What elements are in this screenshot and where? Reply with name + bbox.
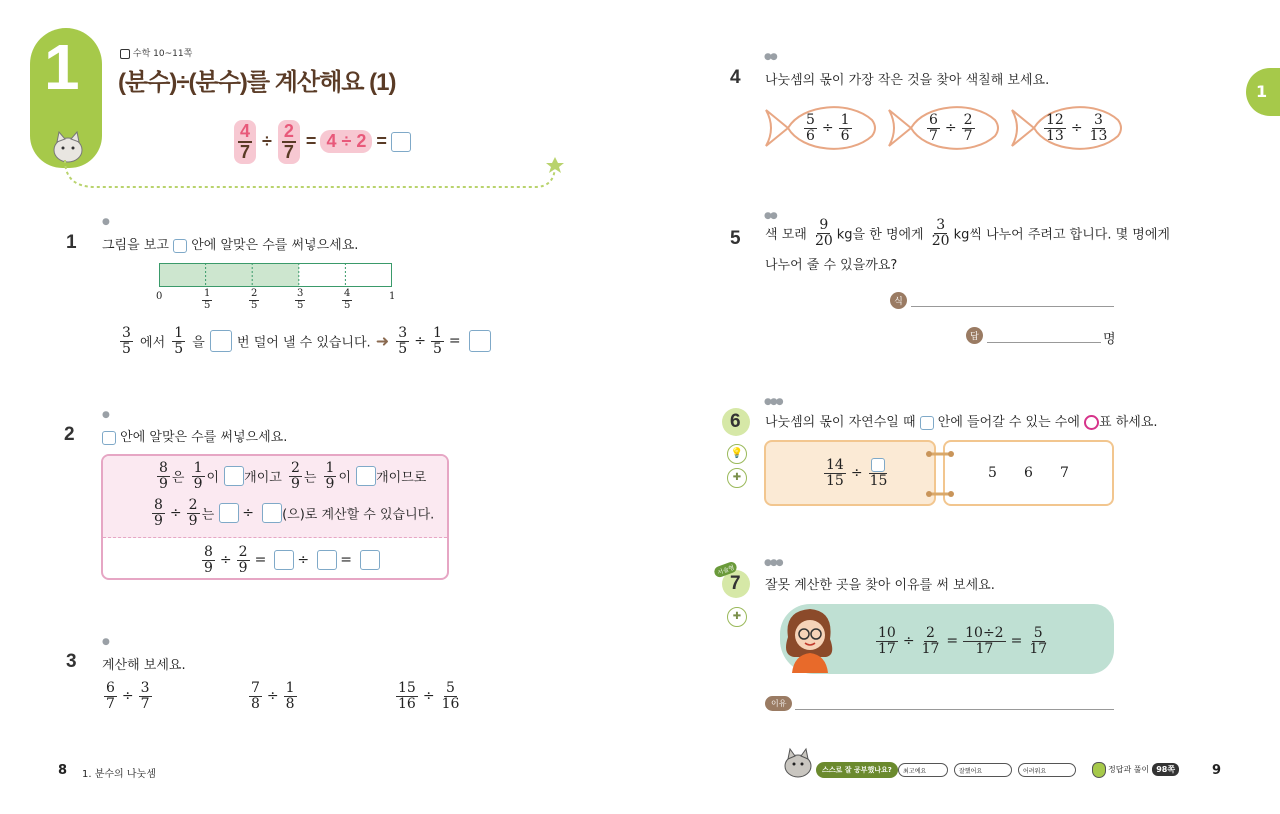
q3-problem: $\frac{7}{8}$ ÷ $\frac{1}{8}$ bbox=[251, 680, 295, 712]
question-text: 나눗셈의 몫이 자연수일 때 안에 들어갈 수 있는 수에 표 하세요. bbox=[765, 415, 1158, 430]
answer-box[interactable] bbox=[224, 466, 244, 486]
tick-label: $\frac{2}{5}$ bbox=[251, 288, 258, 311]
question-number: 3 bbox=[66, 651, 77, 672]
formula-input[interactable] bbox=[911, 306, 1114, 307]
answer-box[interactable] bbox=[391, 132, 411, 152]
self-check-option[interactable]: 어려워요 bbox=[1018, 763, 1076, 777]
difficulty-stars: ●● bbox=[764, 52, 776, 62]
acorn-icon bbox=[1092, 762, 1106, 778]
self-check-option[interactable]: 최고예요 bbox=[898, 763, 948, 777]
reason-input[interactable] bbox=[795, 709, 1114, 710]
puzzle-icon[interactable]: ✚ bbox=[727, 604, 747, 627]
example-formula: $\frac{4}{7}$ ÷ $\frac{2}{7}$ = 4 ÷ 2 = bbox=[232, 120, 411, 164]
choice-5[interactable]: 5 bbox=[988, 465, 997, 481]
answer-box[interactable] bbox=[871, 458, 885, 472]
answer-input[interactable] bbox=[987, 342, 1101, 343]
edit-icon bbox=[120, 49, 130, 59]
tick-label: $\frac{1}{5}$ bbox=[204, 288, 211, 311]
arrow-right-icon: ➜ bbox=[375, 331, 390, 351]
chapter-title: 1. 분수의 나눗셈 bbox=[82, 769, 156, 780]
difficulty-stars: ●● bbox=[764, 211, 776, 221]
circle-mark-icon bbox=[1084, 415, 1099, 430]
question-number: 1 bbox=[66, 232, 77, 253]
question-number: 2 bbox=[64, 424, 75, 445]
question-text: 나눗셈의 몫이 가장 작은 것을 찾아 색칠해 보세요. bbox=[765, 73, 1050, 88]
question-number: 5 bbox=[730, 228, 741, 249]
fish-expression: $\frac{12}{13}$ ÷ $\frac{3}{13}$ bbox=[1046, 112, 1108, 144]
tick-label: $\frac{3}{5}$ bbox=[297, 288, 304, 311]
self-check-option[interactable]: 잘했어요 bbox=[954, 763, 1012, 777]
answer-box[interactable] bbox=[262, 503, 282, 523]
q1-sentence: $\frac{3}{5}$ 에서 $\frac{1}{5}$ 을 번 덜어 낼 수 있습니다. ➜ $\frac{3}{5}$ ÷ $\frac{1}{5}$ = bbox=[118, 326, 491, 356]
self-check-banner: 스스로 잘 공부했나요? bbox=[816, 762, 898, 778]
question-number: 6 bbox=[730, 411, 741, 432]
question-text: 색 모래 $\frac{9}{20}$ kg을 한 명에게 $\frac{3}{20}$ kg씩 나누어 주려고 합니다. 몇 명에게 bbox=[765, 217, 1170, 249]
question-number: 4 bbox=[730, 67, 741, 88]
q7-equation: $\frac{10}{17}$ ÷ $\frac{2}{17}$ = $\frac{10\div 2}{17}$ = $\frac{5}{17}$ bbox=[878, 625, 1048, 657]
page-number: 8 bbox=[58, 763, 68, 778]
essay-badge: 서술형 bbox=[713, 560, 739, 578]
question-text-cont: 나누어 줄 수 있을까요? bbox=[765, 258, 898, 273]
fish-expression: $\frac{5}{6}$ ÷ $\frac{1}{6}$ bbox=[806, 112, 850, 144]
difficulty-stars: ●●● bbox=[764, 397, 782, 407]
tick-label: $\frac{4}{5}$ bbox=[344, 288, 351, 311]
answer-box[interactable] bbox=[274, 550, 294, 570]
q3-problem: $\frac{15}{16}$ ÷ $\frac{5}{16}$ bbox=[398, 680, 460, 712]
q6-expression: $\frac{14}{15}$ ÷ 15 bbox=[826, 457, 888, 489]
blank-box-icon bbox=[102, 431, 116, 445]
q2-line2: $\frac{8}{9}$ ÷ $\frac{2}{9}$ 는 ÷ (으)로 계산할 수 있습니다. bbox=[154, 497, 435, 529]
difficulty-stars: ●●● bbox=[764, 558, 782, 568]
ring-binder-icon bbox=[925, 444, 955, 504]
cat-mascot-icon bbox=[780, 744, 816, 780]
answer-box[interactable] bbox=[317, 550, 337, 570]
q3-problem: $\frac{6}{7}$ ÷ $\frac{3}{7}$ bbox=[106, 680, 150, 712]
lesson-number: 1 bbox=[44, 31, 80, 103]
choice-6[interactable]: 6 bbox=[1024, 465, 1033, 481]
difficulty-stars: ● bbox=[102, 637, 108, 647]
reason-label: 이유 bbox=[765, 696, 792, 711]
tick-label: 0 bbox=[156, 291, 163, 302]
blank-box-icon bbox=[920, 416, 934, 430]
q2-answer-line: $\frac{8}{9}$ ÷ $\frac{2}{9}$ = ÷ = bbox=[200, 545, 380, 575]
answer-box[interactable] bbox=[469, 330, 491, 352]
girl-character-icon bbox=[774, 603, 846, 675]
answer-box[interactable] bbox=[210, 330, 232, 352]
puzzle-icon[interactable]: ✚ bbox=[727, 465, 747, 488]
question-text: 잘못 계산한 곳을 찾아 이유를 써 보세요. bbox=[765, 578, 995, 593]
tick-label: 1 bbox=[389, 291, 396, 302]
answer-reference[interactable]: 정답과 풀이 98쪽 bbox=[1108, 763, 1179, 776]
hint-bulb-icon[interactable]: 💡 bbox=[727, 441, 747, 464]
difficulty-stars: ● bbox=[102, 217, 108, 227]
formula-label: 식 bbox=[890, 292, 907, 309]
blank-box-icon bbox=[173, 239, 187, 253]
fish-expression: $\frac{6}{7}$ ÷ $\frac{2}{7}$ bbox=[929, 112, 973, 144]
answer-box[interactable] bbox=[219, 503, 239, 523]
answer-box[interactable] bbox=[356, 466, 376, 486]
question-text: 계산해 보세요. bbox=[102, 658, 186, 673]
choice-7[interactable]: 7 bbox=[1060, 465, 1069, 481]
question-number: 7 bbox=[730, 573, 741, 594]
fraction-bar-ticks bbox=[159, 263, 392, 287]
page-title: (분수)÷(분수)를 계산해요 (1) bbox=[118, 69, 396, 96]
chapter-side-tab-number: 1 bbox=[1256, 82, 1268, 101]
answer-box[interactable] bbox=[360, 550, 380, 570]
question-text: 그림을 보고 안에 알맞은 수를 써넣으세요. bbox=[102, 238, 359, 253]
answer-label: 답 bbox=[966, 327, 983, 344]
difficulty-stars: ● bbox=[102, 410, 108, 420]
textbook-ref: 수학 10~11쪽 bbox=[120, 46, 192, 59]
answer-unit: 명 bbox=[1103, 332, 1116, 347]
q2-line1: $\frac{8}{9}$ 은 $\frac{1}{9}$ 이 개이고 $\frac{2}{9}$ 는 $\frac{1}{9}$ 이 개이므로 bbox=[159, 460, 427, 492]
question-text: 안에 알맞은 수를 써넣으세요. bbox=[102, 426, 287, 445]
page-number: 9 bbox=[1212, 763, 1222, 778]
